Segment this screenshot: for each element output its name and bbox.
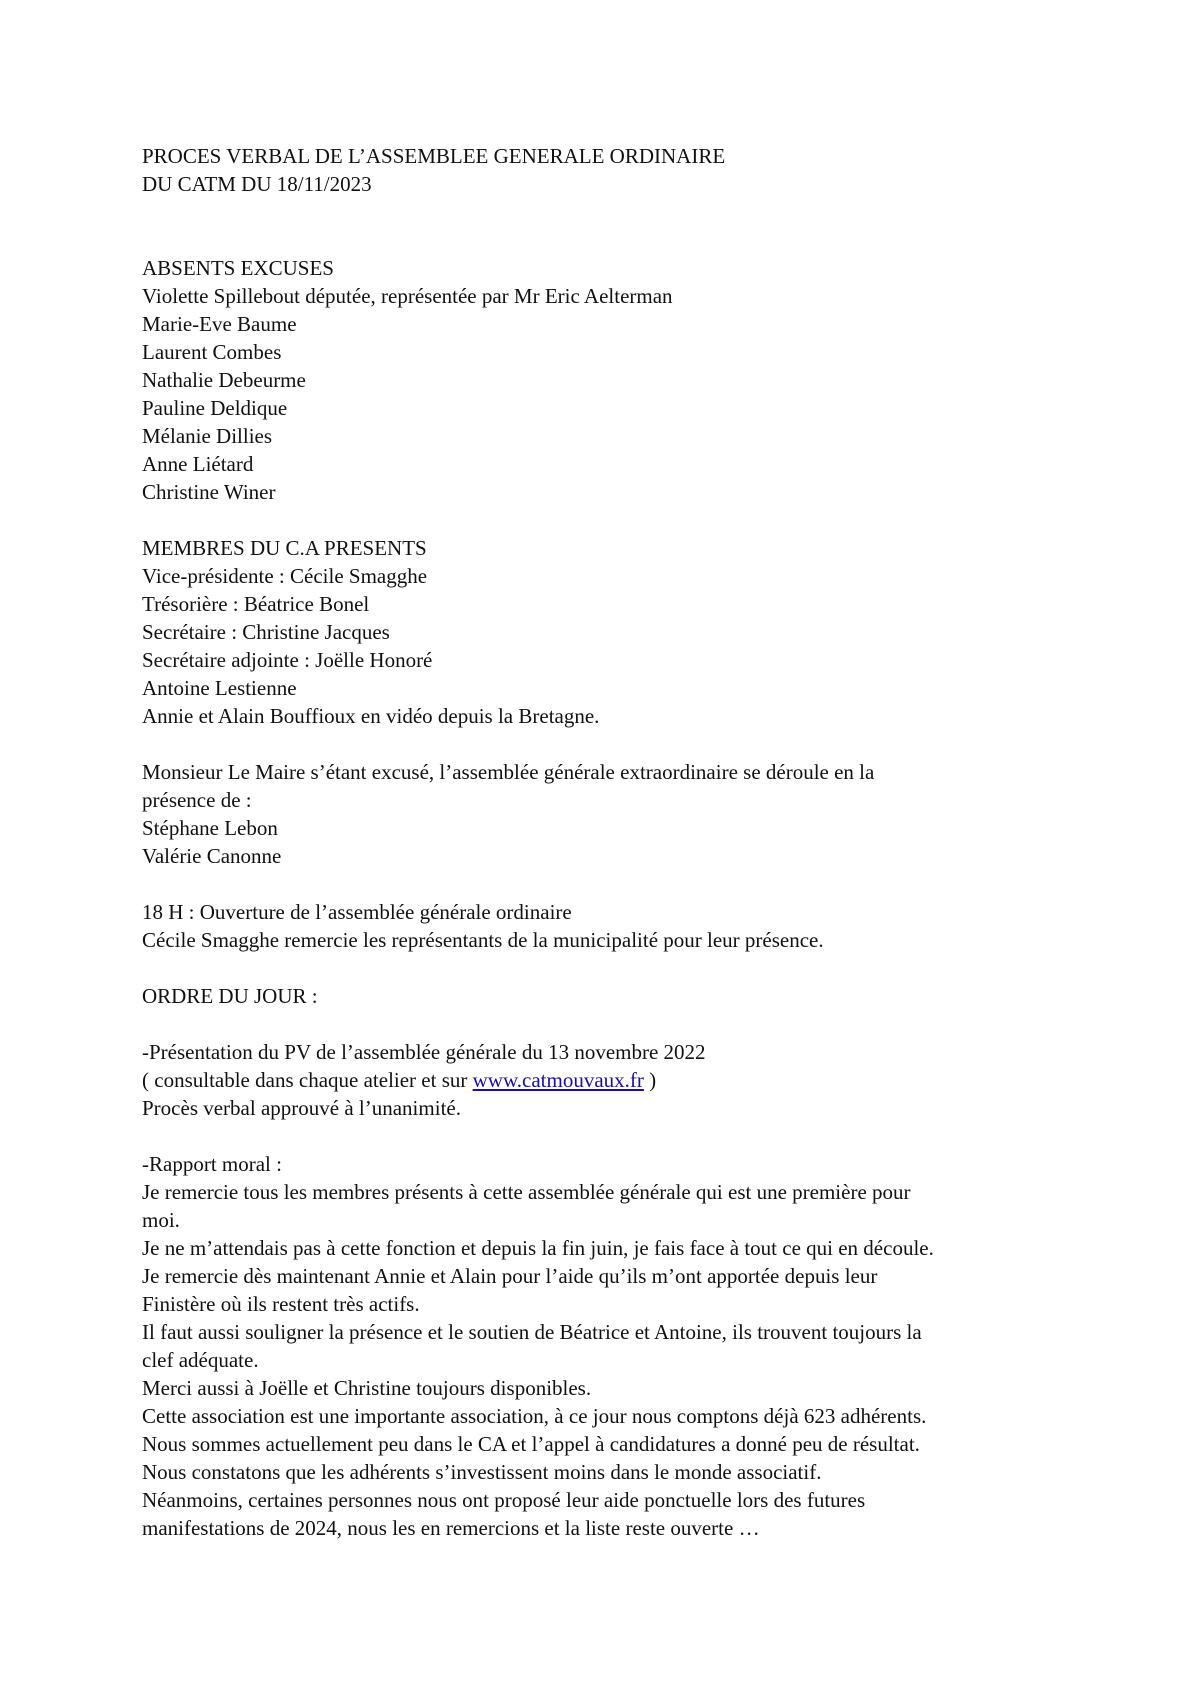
report-section (142, 1150, 1062, 1542)
absent-name: Marie-Eve Baume (142, 312, 297, 336)
mayor-section (142, 758, 1062, 870)
mayor-line-2: présence de : (142, 788, 252, 812)
member-name: Secrétaire adjointe : Joëlle Honoré (142, 648, 433, 672)
mayor-representative: Valérie Canonne (142, 844, 282, 868)
absent-name: Violette Spillebout députée, représentée par Mr Eric Aelterman (142, 284, 673, 308)
opening-section (142, 898, 1062, 954)
mayor-line-1: Monsieur Le Maire s’étant excusé, l’assemblée générale extraordinaire se déroule en la (142, 760, 875, 784)
opening-line-2: Cécile Smagghe remercie les représentants de la municipalité pour leur présence. (142, 928, 824, 952)
pv-line-2-suffix: ) (643, 1068, 657, 1092)
member-name: Secrétaire : Christine Jacques (142, 620, 390, 644)
agenda-section (142, 982, 1062, 1010)
absent-name: Pauline Deldique (142, 396, 288, 420)
report-line: Nous sommes actuellement peu dans le CA et l’appel à candidatures a donné peu de résultat. (142, 1432, 920, 1456)
absent-name: Mélanie Dillies (142, 424, 273, 448)
report-line: Finistère où ils restent très actifs. (142, 1292, 420, 1316)
absents-section (142, 254, 1062, 506)
absent-name: Laurent Combes (142, 340, 282, 364)
mayor-representative: Stéphane Lebon (142, 816, 278, 840)
report-line: clef adéquate. (142, 1348, 259, 1372)
members-heading: MEMBRES DU C.A PRESENTS (142, 536, 427, 560)
pv-line-2-prefix: ( consultable dans chaque atelier et sur (142, 1068, 473, 1092)
report-line: Nous constatons que les adhérents s’investissent moins dans le monde associatif. (142, 1460, 822, 1484)
report-line: Merci aussi à Joëlle et Christine toujours disponibles. (142, 1376, 592, 1400)
report-line: Je remercie dès maintenant Annie et Alain pour l’aide qu’ils m’ont apportée depuis leur (142, 1264, 878, 1288)
catmouvaux-link[interactable]: www.catmouvaux.fr (472, 1068, 644, 1092)
absent-name: Nathalie Debeurme (142, 368, 306, 392)
member-name: Annie et Alain Bouffioux en vidéo depuis la Bretagne. (142, 704, 600, 728)
report-line: Cette association est une importante association, à ce jour nous comptons déjà 623 adhérents. (142, 1404, 927, 1428)
document-title (142, 142, 1062, 198)
report-line: Je remercie tous les membres présents à cette assemblée générale qui est une première pour (142, 1180, 911, 1204)
member-name: Vice-présidente : Cécile Smagghe (142, 564, 428, 588)
pv-section (142, 1038, 1062, 1122)
report-line: Néanmoins, certaines personnes nous ont proposé leur aide ponctuelle lors des futures (142, 1488, 866, 1512)
report-heading: -Rapport moral : (142, 1152, 282, 1176)
pv-line-3: Procès verbal approuvé à l’unanimité. (142, 1096, 461, 1120)
absent-name: Anne Liétard (142, 452, 254, 476)
title-line-2: DU CATM DU 18/11/2023 (142, 172, 372, 196)
document-page (142, 142, 1062, 1542)
report-line: moi. (142, 1208, 180, 1232)
members-section (142, 534, 1062, 730)
pv-line-1: -Présentation du PV de l’assemblée générale du 13 novembre 2022 (142, 1040, 706, 1064)
report-line: Il faut aussi souligner la présence et le soutien de Béatrice et Antoine, ils trouvent toujours la (142, 1320, 922, 1344)
agenda-heading: ORDRE DU JOUR : (142, 984, 318, 1008)
member-name: Trésorière : Béatrice Bonel (142, 592, 370, 616)
title-line-1: PROCES VERBAL DE L’ASSEMBLEE GENERALE ORDINAIRE (142, 144, 726, 168)
absent-name: Christine Winer (142, 480, 276, 504)
pv-line-2 (142, 1066, 1062, 1094)
report-line: manifestations de 2024, nous les en remercions et la liste reste ouverte … (142, 1516, 760, 1540)
report-line: Je ne m’attendais pas à cette fonction et depuis la fin juin, je fais face à tout ce qui en découle. (142, 1236, 934, 1260)
opening-line-1: 18 H : Ouverture de l’assemblée générale ordinaire (142, 900, 572, 924)
absents-heading: ABSENTS EXCUSES (142, 256, 334, 280)
member-name: Antoine Lestienne (142, 676, 297, 700)
